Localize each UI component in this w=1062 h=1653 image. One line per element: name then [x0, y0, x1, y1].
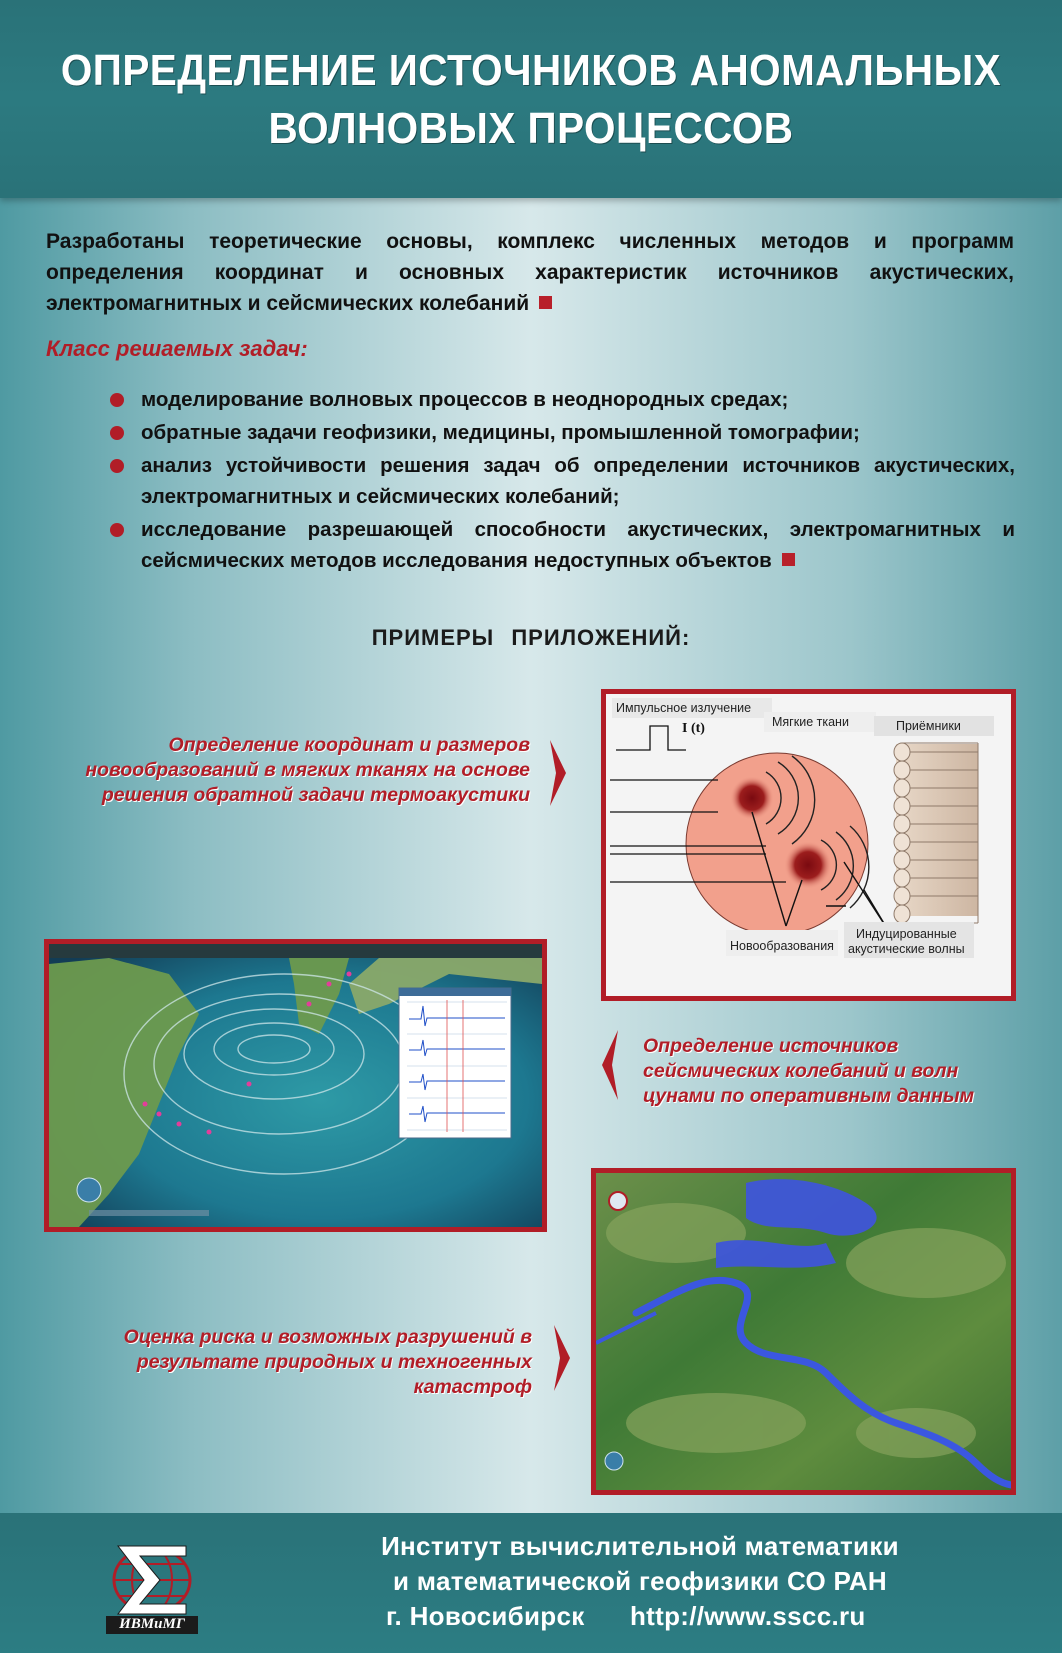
city-label: г. Новосибирск: [386, 1601, 585, 1631]
tissue-label: Мягкие ткани: [772, 715, 849, 729]
bullet-dot-icon: [110, 393, 124, 407]
end-square-icon: [539, 296, 552, 309]
list-item: [110, 450, 1015, 512]
bullet-dot-icon: [110, 459, 124, 473]
tumor-blob: [784, 841, 832, 889]
list-item: [110, 417, 1015, 448]
institute-line-1: Институт вычислительной математики: [381, 1531, 899, 1561]
flood-terrain-visualization: [591, 1168, 1016, 1495]
tsunami-visualization: [44, 939, 547, 1232]
institute-line-2: и математической геофизики СО РАН: [392, 1566, 888, 1596]
receivers-label: Приёмники: [896, 719, 961, 733]
compass-icon: [609, 1192, 627, 1210]
signal-label: I (t): [682, 721, 705, 736]
caption-line: сейсмических колебаний и волн: [643, 1060, 959, 1082]
website-link[interactable]: http://www.sscc.ru: [630, 1601, 866, 1631]
caption-thermoacoustics: [60, 733, 530, 808]
caption-tsunami: [643, 1034, 1023, 1109]
list-item-text: исследование разрешающей способности акустических, электромагнитных и сейсмических методов исследования недоступных объектов: [141, 518, 1015, 572]
caption-line: Определение координат и размеров: [168, 734, 530, 756]
list-item-text: анализ устойчивости решения задач об определении источников акустических, электромагнитных и сейсмических колебаний;: [141, 454, 1015, 508]
intro-paragraph: [46, 226, 1014, 319]
caption-line: решения обратной задачи термоакустики: [101, 784, 530, 806]
induced-label-line-1: Индуцированные: [856, 927, 957, 941]
logo-text: ИВМиМГ: [119, 1616, 185, 1632]
list-item: [110, 514, 1015, 576]
induced-label-line-2: акустические волны: [848, 942, 965, 956]
list-item-text: обратные задачи геофизики, медицины, промышленной томографии;: [141, 421, 860, 444]
bullet-dot-icon: [110, 523, 124, 537]
end-square-icon: [782, 553, 795, 566]
caption-line: новообразований в мягких тканях на основе: [85, 759, 530, 781]
globe-icon: [605, 1452, 623, 1470]
thermoacoustics-diagram: [601, 689, 1016, 1001]
caption-risk: [50, 1325, 532, 1400]
arrow-right-icon: [552, 1325, 572, 1391]
page-title-line-1: ОПРЕДЕЛЕНИЕ ИСТОЧНИКОВ АНОМАЛЬНЫХ: [60, 46, 1002, 95]
header-band: [0, 0, 1062, 198]
intro-text: Разработаны теоретические основы, комплекс численных методов и программ определения координат и основных характеристик источников акустических, электромагнитных и сейсмических колебаний: [46, 230, 1014, 315]
page-title-line-2: ВОЛНОВЫХ ПРОЦЕССОВ: [268, 104, 794, 153]
arrow-left-icon: [600, 1030, 620, 1100]
caption-line: Оценка риска и возможных разрушений в: [123, 1326, 532, 1348]
list-item-text: моделирование волновых процессов в неоднородных средах;: [141, 388, 789, 411]
list-item: [110, 384, 1015, 415]
tasks-title: Класс решаемых задач:: [46, 336, 308, 361]
tasks-list: [110, 384, 1015, 578]
bullet-dot-icon: [110, 426, 124, 440]
examples-title: ПРИМЕРЫ ПРИЛОЖЕНИЙ:: [371, 625, 691, 650]
caption-line: Определение источников: [643, 1035, 899, 1057]
diagram-svg: [606, 694, 1011, 996]
mareogram-window: [399, 988, 511, 1138]
receivers-stack: [894, 743, 978, 923]
tumors-label: Новообразования: [730, 939, 834, 953]
impulse-label: Импульсное излучение: [616, 701, 752, 715]
terrain-svg: [596, 1173, 1011, 1490]
arrow-right-icon: [548, 740, 568, 806]
caption-line: результате природных и техногенных катастроф: [136, 1351, 532, 1398]
tsunami-svg: [49, 944, 542, 1227]
globe-icon: [77, 1178, 101, 1202]
caption-line: цунами по оперативным данным: [643, 1085, 975, 1107]
